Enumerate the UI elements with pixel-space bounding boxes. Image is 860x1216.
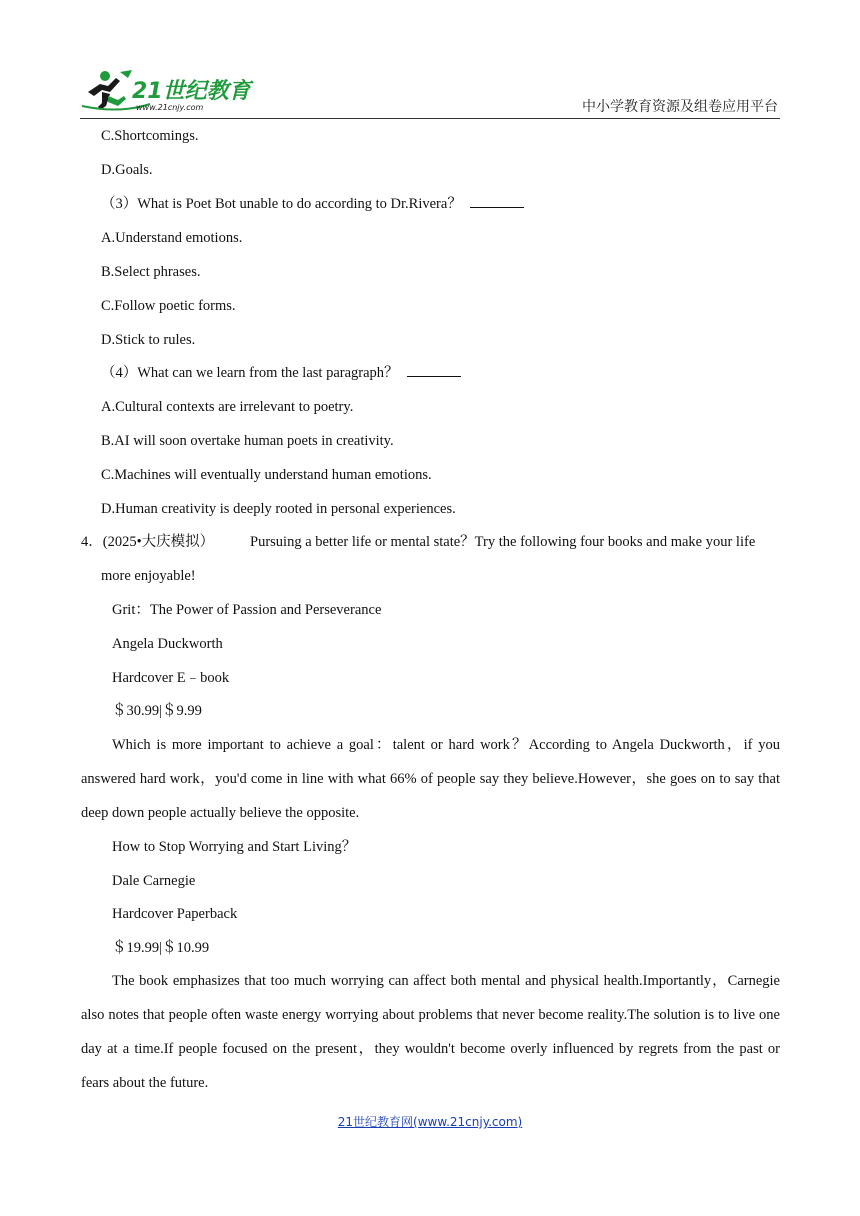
book-2-title: How to Stop Worrying and Start Living？ [112, 839, 357, 855]
logo-url: www.21cnjy.com [136, 103, 204, 112]
book-1-description: Which is more important to achieve a goal：talent or hard work？According to Angela Duckworth，if you answered hard work，you'd come in line with what 66% of people say they believe.However，she goes on to say that deep down people actually believe the opposite. [81, 737, 780, 821]
q3-option-d: D.Stick to rules. [101, 332, 196, 348]
item-4-intro: Pursuing a better life or mental state？Try the following four books and make your life [250, 534, 756, 550]
logo-text: 21世纪教育 [132, 79, 251, 104]
platform-tagline: 中小学教育资源及组卷应用平台 [582, 99, 778, 115]
option-d-prev: D.Goals. [101, 162, 153, 178]
book-2-description: The book emphasizes that too much worrying can affect both mental and physical health.Importantly，Carnegie also notes that people often waste energy worrying about problems that never become reality.The solution is to live one day at a time.If people focused on the present，they wouldn't become overly influenced by regrets from the past or fears about the future. [81, 973, 780, 1091]
book-2-author: Dale Carnegie [112, 873, 196, 889]
runner-logo-icon [80, 66, 260, 116]
book-1-author: Angela Duckworth [112, 636, 223, 652]
footer-link[interactable]: 21世纪教育网(www.21cnjy.com) [337, 1115, 523, 1129]
book-1-price: ＄30.99|＄9.99 [112, 703, 202, 719]
option-c-prev: C.Shortcomings. [101, 128, 199, 144]
header-divider [80, 118, 780, 119]
question-4-text: （4）What can we learn from the last paragraph？ [101, 365, 399, 381]
book-1-title: Grit：The Power of Passion and Perseverance [112, 602, 382, 618]
q3-option-a: A.Understand emotions. [101, 230, 243, 246]
book-2-price: ＄19.99|＄10.99 [112, 940, 210, 956]
question-4 [101, 363, 461, 383]
site-logo[interactable] [80, 66, 260, 116]
q4-option-a: A.Cultural contexts are irrelevant to poetry. [101, 399, 354, 415]
page-header [80, 66, 780, 120]
q3-option-b: B.Select phrases. [101, 264, 201, 280]
book-1-format: Hardcover E﹣book [112, 670, 230, 686]
question-3 [101, 194, 524, 214]
book-2-format: Hardcover Paperback [112, 906, 238, 922]
item-4-label: 4．(2025•大庆模拟） [81, 534, 215, 550]
footer [0, 1113, 860, 1130]
q4-option-c: C.Machines will eventually understand human emotions. [101, 467, 432, 483]
question-3-text: （3）What is Poet Bot unable to do according to Dr.Rivera？ [101, 196, 462, 212]
answer-blank[interactable] [470, 195, 524, 208]
answer-blank[interactable] [407, 364, 461, 377]
q4-option-d: D.Human creativity is deeply rooted in personal experiences. [101, 501, 456, 517]
q3-option-c: C.Follow poetic forms. [101, 298, 236, 314]
q4-option-b: B.AI will soon overtake human poets in creativity. [101, 433, 394, 449]
item-4-intro-cont: more enjoyable! [101, 568, 196, 584]
